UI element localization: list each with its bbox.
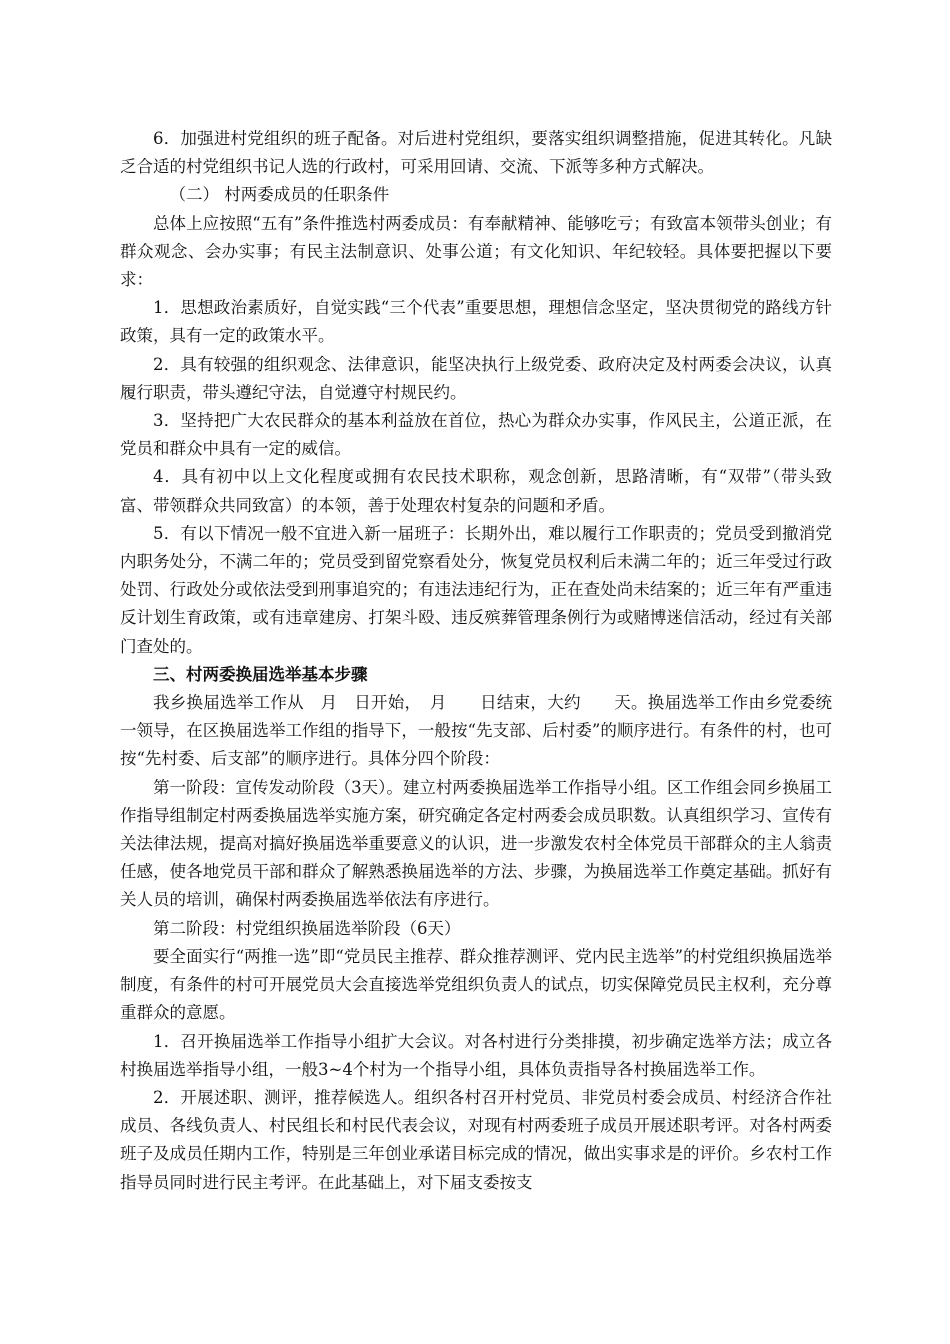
paragraph-requirement-5: 5．有以下情况一般不宜进入新一届班子：长期外出，难以履行工作职责的；党员受到撤消党内职务处分，不满二年的；党员受到留党察看处分，恢复党员权利后未满二年的；近三年受过行政处罚、行政处分或依法受到刑事追究的；有违法违纪行为，正在查处尚未结案的；近三年有严重违反计划生育政策，或有违章建房、打架斗殴、违反殡葬管理条例行为或赌博迷信活动，经过有关部门查处的。 <box>120 523 832 656</box>
paragraph-stage-2-step-1: 1．召开换届选举工作指导小组扩大会议。对各村进行分类排摸，初步确定选举方法；成立各村换届选举指导小组，一般3~4个村为一个指导小组，具体负责指导各村换届选举工作。 <box>120 1031 832 1079</box>
paragraph-requirement-1: 1．思想政治素质好，自觉实践“三个代表”重要思想，理想信念坚定，坚决贯彻党的路线方针政策，具有一定的政策水平。 <box>120 298 832 346</box>
document-page <box>120 125 832 1197</box>
paragraph-item-6: 6．加强进村党组织的班子配备。对后进村党组织，要落实组织调整措施，促进其转化。凡缺乏合适的村党组织书记人选的行政村，可采用回请、交流、下派等多种方式解决。 <box>120 129 832 177</box>
paragraph-stage-2-step-2: 2．开展述职、测评，推荐候选人。组织各村召开村党员、非党员村委会成员、村经济合作社成员、各线负责人、村民组长和村民代表会议，对现有村两委班子成员开展述职考评。对各村两委班子及成员任期内工作，特别是三年创业承诺目标完成的情况，做出实事求是的评价。乡农村工作指导员同时进行民主考评。在此基础上，对下届支委按支 <box>120 1087 832 1192</box>
paragraph-requirement-4: 4．具有初中以上文化程度或拥有农民技术职称，观念创新，思路清晰，有“双带”（带头致富、带领群众共同致富）的本领，善于处理农村复杂的问题和矛盾。 <box>120 467 832 515</box>
paragraph-schedule: 我乡换届选举工作从 月 日开始， 月 日结束，大约 天。换届选举工作由乡党委统一领导，在区换届选举工作组的指导下，一般按“先支部、后村委”的顺序进行。有条件的村，也可按“先村委、后支部”的顺序进行。具体分四个阶段： <box>120 693 832 769</box>
paragraph-five-conditions: 总体上应按照“五有”条件推选村两委成员：有奉献精神、能够吃亏；有致富本领带头创业；有群众观念、会办实事；有民主法制意识、处事公道；有文化知识、年纪较轻。具体要把握以下要求： <box>120 213 832 290</box>
section-heading-two: （二） 村两委成员的任职条件 <box>169 185 390 205</box>
paragraph-stage-2-title: 第二阶段：村党组织换届选举阶段（6天） <box>153 918 461 938</box>
paragraph-stage-1: 第一阶段：宣传发动阶段（3天）。建立村两委换届选举工作指导小组。区工作组会同乡换届工作指导组制定村两委换届选举实施方案，研究确定各定村两委会成员职数。认真组织学习、宣传有关法律法规，提高对搞好换届选举重要意义的认识，进一步激发农村全体党员干部群众的主人翁责任感，使各地党员干部和群众了解熟悉换届选举的方法、步骤，为换届选举工作奠定基础。抓好有关人员的培训，确保村两委换届选举依法有序进行。 <box>120 777 832 910</box>
paragraph-two-recommend: 要全面实行“两推一选”即“党员民主推荐、群众推荐测评、党内民主选举”的村党组织换届选举制度，有条件的村可开展党员大会直接选举党组织负责人的试点，切实保障党员民主权利，充分尊重群众的意愿。 <box>120 946 832 1023</box>
paragraph-requirement-2: 2．具有较强的组织观念、法律意识，能坚决执行上级党委、政府决定及村两委会决议，认真履行职责，带头遵纪守法，自觉遵守村规民约。 <box>120 354 832 402</box>
section-heading-three: 三、村两委换届选举基本步骤 <box>153 664 368 684</box>
paragraph-requirement-3: 3．坚持把广大农民群众的基本利益放在首位，热心为群众办实事，作风民主，公道正派，在党员和群众中具有一定的威信。 <box>120 411 832 459</box>
